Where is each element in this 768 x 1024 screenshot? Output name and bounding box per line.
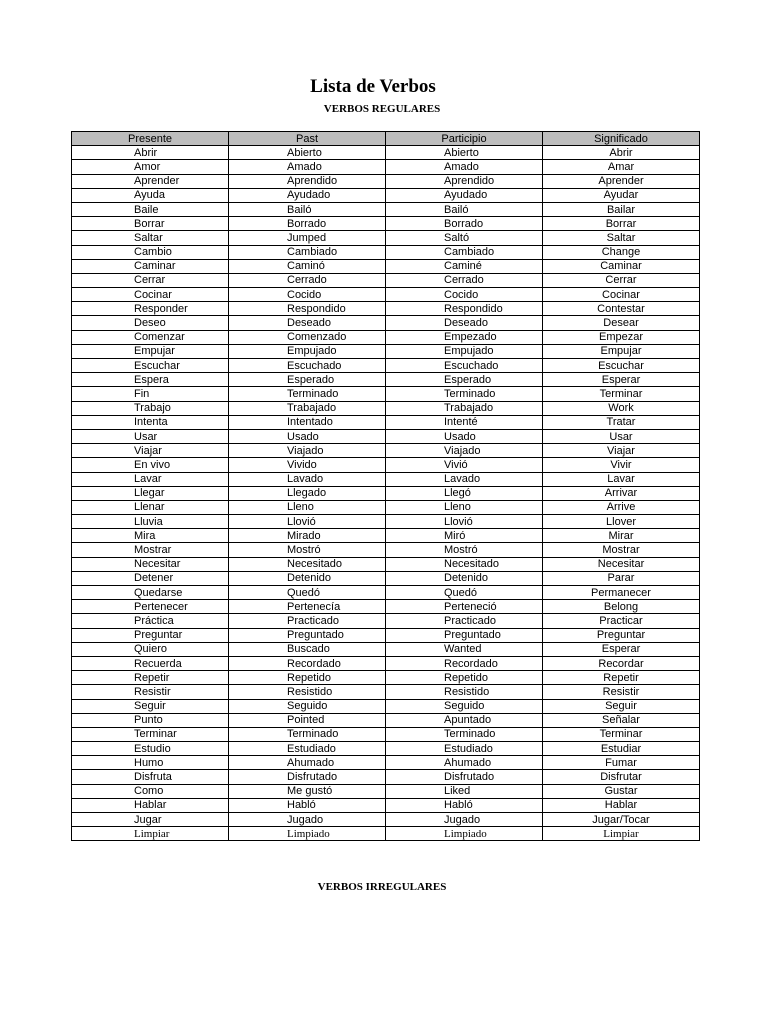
cell-participio: Saltó — [386, 231, 543, 245]
cell-participio: Disfrutado — [386, 770, 543, 784]
cell-significado: Repetir — [543, 671, 700, 685]
cell-significado: Mirar — [543, 529, 700, 543]
cell-presente: Terminar — [72, 727, 229, 741]
cell-significado: Resistir — [543, 685, 700, 699]
cell-past: Terminado — [229, 387, 386, 401]
cell-significado: Borrar — [543, 217, 700, 231]
table-row — [72, 727, 700, 741]
cell-presente: Seguir — [72, 699, 229, 713]
cell-presente: Intenta — [72, 415, 229, 429]
cell-significado: Change — [543, 245, 700, 259]
cell-presente: Disfruta — [72, 770, 229, 784]
table-row — [72, 259, 700, 273]
cell-significado: Empezar — [543, 330, 700, 344]
cell-presente: Viajar — [72, 444, 229, 458]
cell-presente: Como — [72, 784, 229, 798]
cell-past: Repetido — [229, 671, 386, 685]
cell-significado: Mostrar — [543, 543, 700, 557]
cell-past: Limpiado — [229, 827, 386, 841]
cell-presente: Cocinar — [72, 288, 229, 302]
verbs-table-header — [72, 132, 700, 146]
cell-past: Caminó — [229, 259, 386, 273]
cell-significado: Terminar — [543, 727, 700, 741]
cell-participio: Vivió — [386, 458, 543, 472]
cell-past: Me gustó — [229, 784, 386, 798]
cell-participio: Intenté — [386, 415, 543, 429]
table-row — [72, 813, 700, 827]
table-row — [72, 656, 700, 670]
cell-significado: Señalar — [543, 713, 700, 727]
cell-participio: Empezado — [386, 330, 543, 344]
cell-presente: Comenzar — [72, 330, 229, 344]
cell-significado: Cerrar — [543, 273, 700, 287]
cell-presente: Jugar — [72, 813, 229, 827]
cell-significado: Cocinar — [543, 288, 700, 302]
cell-participio: Terminado — [386, 387, 543, 401]
table-row — [72, 557, 700, 571]
cell-past: Empujado — [229, 344, 386, 358]
table-row — [72, 486, 700, 500]
cell-past: Preguntado — [229, 628, 386, 642]
table-row — [72, 344, 700, 358]
cell-significado: Viajar — [543, 444, 700, 458]
cell-participio: Usado — [386, 429, 543, 443]
header-presente: Presente — [72, 132, 229, 146]
cell-participio: Llegó — [386, 486, 543, 500]
table-row — [72, 188, 700, 202]
cell-presente: Deseo — [72, 316, 229, 330]
cell-participio: Escuchado — [386, 359, 543, 373]
cell-past: Pertenecía — [229, 600, 386, 614]
table-row — [72, 387, 700, 401]
cell-past: Comenzado — [229, 330, 386, 344]
cell-presente: Baile — [72, 202, 229, 216]
cell-participio: Lavado — [386, 472, 543, 486]
cell-presente: Trabajo — [72, 401, 229, 415]
cell-participio: Detenido — [386, 571, 543, 585]
table-row — [72, 784, 700, 798]
cell-participio: Ayudado — [386, 188, 543, 202]
cell-participio: Recordado — [386, 656, 543, 670]
table-row — [72, 742, 700, 756]
cell-significado: Arrivar — [543, 486, 700, 500]
verbs-table — [71, 131, 700, 841]
cell-past: Resistido — [229, 685, 386, 699]
cell-past: Vivido — [229, 458, 386, 472]
cell-significado: Tratar — [543, 415, 700, 429]
cell-participio: Trabajado — [386, 401, 543, 415]
cell-significado: Llover — [543, 515, 700, 529]
cell-participio: Cocido — [386, 288, 543, 302]
verbs-table-body — [72, 146, 700, 841]
cell-significado: Limpiar — [543, 827, 700, 841]
cell-participio: Ahumado — [386, 756, 543, 770]
cell-participio: Practicado — [386, 614, 543, 628]
cell-participio: Aprendido — [386, 174, 543, 188]
document-title: Lista de Verbos — [310, 76, 436, 97]
cell-past: Lleno — [229, 500, 386, 514]
cell-presente: Limpiar — [72, 827, 229, 841]
table-row — [72, 444, 700, 458]
cell-significado: Bailar — [543, 202, 700, 216]
cell-presente: Detener — [72, 571, 229, 585]
cell-past: Lavado — [229, 472, 386, 486]
cell-significado: Usar — [543, 429, 700, 443]
cell-significado: Contestar — [543, 302, 700, 316]
table-row — [72, 600, 700, 614]
cell-participio: Apuntado — [386, 713, 543, 727]
cell-presente: Quiero — [72, 642, 229, 656]
cell-significado: Abrir — [543, 146, 700, 160]
cell-presente: Borrar — [72, 217, 229, 231]
table-row — [72, 146, 700, 160]
table-row — [72, 628, 700, 642]
table-row — [72, 359, 700, 373]
cell-past: Ahumado — [229, 756, 386, 770]
table-row — [72, 288, 700, 302]
cell-significado: Jugar/Tocar — [543, 813, 700, 827]
cell-past: Pointed — [229, 713, 386, 727]
cell-past: Cocido — [229, 288, 386, 302]
cell-significado: Caminar — [543, 259, 700, 273]
header-past: Past — [229, 132, 386, 146]
cell-past: Seguido — [229, 699, 386, 713]
table-row — [72, 500, 700, 514]
cell-presente: Resistir — [72, 685, 229, 699]
cell-past: Intentado — [229, 415, 386, 429]
cell-significado: Belong — [543, 600, 700, 614]
cell-participio: Estudiado — [386, 742, 543, 756]
cell-past: Bailó — [229, 202, 386, 216]
cell-significado: Seguir — [543, 699, 700, 713]
table-row — [72, 458, 700, 472]
table-row — [72, 614, 700, 628]
cell-significado: Preguntar — [543, 628, 700, 642]
cell-past: Mirado — [229, 529, 386, 543]
cell-participio: Bailó — [386, 202, 543, 216]
cell-past: Jugado — [229, 813, 386, 827]
cell-past: Abierto — [229, 146, 386, 160]
section-heading-regular: VERBOS REGULARES — [323, 103, 441, 115]
cell-significado: Lavar — [543, 472, 700, 486]
cell-significado: Necesitar — [543, 557, 700, 571]
cell-presente: Responder — [72, 302, 229, 316]
table-row — [72, 713, 700, 727]
cell-presente: En vivo — [72, 458, 229, 472]
table-row — [72, 415, 700, 429]
cell-presente: Empujar — [72, 344, 229, 358]
cell-participio: Lleno — [386, 500, 543, 514]
cell-presente: Estudio — [72, 742, 229, 756]
cell-past: Buscado — [229, 642, 386, 656]
table-row — [72, 798, 700, 812]
header-participio: Participio — [386, 132, 543, 146]
table-row — [72, 160, 700, 174]
table-row — [72, 571, 700, 585]
cell-participio: Wanted — [386, 642, 543, 656]
cell-presente: Lluvia — [72, 515, 229, 529]
cell-participio: Quedó — [386, 586, 543, 600]
cell-presente: Mostrar — [72, 543, 229, 557]
cell-past: Cambiado — [229, 245, 386, 259]
cell-participio: Jugado — [386, 813, 543, 827]
cell-presente: Mira — [72, 529, 229, 543]
cell-significado: Amar — [543, 160, 700, 174]
cell-participio: Abierto — [386, 146, 543, 160]
cell-significado: Arrive — [543, 500, 700, 514]
cell-significado: Gustar — [543, 784, 700, 798]
cell-significado: Aprender — [543, 174, 700, 188]
cell-presente: Aprender — [72, 174, 229, 188]
cell-presente: Amor — [72, 160, 229, 174]
table-row — [72, 330, 700, 344]
cell-past: Estudiado — [229, 742, 386, 756]
table-row — [72, 231, 700, 245]
cell-presente: Pertenecer — [72, 600, 229, 614]
cell-participio: Caminé — [386, 259, 543, 273]
cell-presente: Ayuda — [72, 188, 229, 202]
cell-presente: Práctica — [72, 614, 229, 628]
cell-significado: Practicar — [543, 614, 700, 628]
cell-past: Quedó — [229, 586, 386, 600]
cell-significado: Permanecer — [543, 586, 700, 600]
cell-past: Necesitado — [229, 557, 386, 571]
cell-past: Practicado — [229, 614, 386, 628]
table-row — [72, 273, 700, 287]
table-row — [72, 217, 700, 231]
table-row — [72, 174, 700, 188]
cell-participio: Deseado — [386, 316, 543, 330]
table-row — [72, 586, 700, 600]
cell-significado: Recordar — [543, 656, 700, 670]
cell-past: Recordado — [229, 656, 386, 670]
cell-participio: Preguntado — [386, 628, 543, 642]
cell-significado: Saltar — [543, 231, 700, 245]
cell-presente: Cambio — [72, 245, 229, 259]
cell-presente: Humo — [72, 756, 229, 770]
table-row — [72, 245, 700, 259]
cell-participio: Habló — [386, 798, 543, 812]
cell-participio: Viajado — [386, 444, 543, 458]
table-row — [72, 515, 700, 529]
cell-participio: Perteneció — [386, 600, 543, 614]
cell-presente: Cerrar — [72, 273, 229, 287]
cell-past: Aprendido — [229, 174, 386, 188]
cell-presente: Hablar — [72, 798, 229, 812]
cell-participio: Cambiado — [386, 245, 543, 259]
cell-significado: Parar — [543, 571, 700, 585]
cell-participio: Liked — [386, 784, 543, 798]
cell-past: Mostró — [229, 543, 386, 557]
cell-past: Llegado — [229, 486, 386, 500]
cell-participio: Cerrado — [386, 273, 543, 287]
header-significado: Significado — [543, 132, 700, 146]
cell-presente: Saltar — [72, 231, 229, 245]
cell-past: Respondido — [229, 302, 386, 316]
table-row — [72, 529, 700, 543]
table-row — [72, 642, 700, 656]
cell-past: Ayudado — [229, 188, 386, 202]
cell-significado: Hablar — [543, 798, 700, 812]
cell-participio: Borrado — [386, 217, 543, 231]
cell-past: Usado — [229, 429, 386, 443]
cell-presente: Lavar — [72, 472, 229, 486]
cell-significado: Fumar — [543, 756, 700, 770]
cell-participio: Empujado — [386, 344, 543, 358]
table-row — [72, 756, 700, 770]
cell-significado: Empujar — [543, 344, 700, 358]
table-row — [72, 671, 700, 685]
table-row — [72, 429, 700, 443]
cell-presente: Escuchar — [72, 359, 229, 373]
table-row — [72, 401, 700, 415]
cell-participio: Necesitado — [386, 557, 543, 571]
cell-participio: Esperado — [386, 373, 543, 387]
cell-presente: Punto — [72, 713, 229, 727]
cell-significado: Terminar — [543, 387, 700, 401]
cell-significado: Ayudar — [543, 188, 700, 202]
cell-participio: Repetido — [386, 671, 543, 685]
cell-presente: Caminar — [72, 259, 229, 273]
cell-participio: Amado — [386, 160, 543, 174]
table-row — [72, 316, 700, 330]
table-row — [72, 202, 700, 216]
cell-past: Deseado — [229, 316, 386, 330]
table-row — [72, 373, 700, 387]
cell-presente: Espera — [72, 373, 229, 387]
cell-past: Cerrado — [229, 273, 386, 287]
cell-past: Borrado — [229, 217, 386, 231]
cell-participio: Miró — [386, 529, 543, 543]
cell-past: Detenido — [229, 571, 386, 585]
cell-past: Escuchado — [229, 359, 386, 373]
cell-presente: Quedarse — [72, 586, 229, 600]
cell-significado: Esperar — [543, 642, 700, 656]
header-row — [72, 132, 700, 146]
cell-significado: Esperar — [543, 373, 700, 387]
cell-significado: Vivir — [543, 458, 700, 472]
cell-past: Viajado — [229, 444, 386, 458]
cell-presente: Necesitar — [72, 557, 229, 571]
cell-participio: Mostró — [386, 543, 543, 557]
cell-presente: Repetir — [72, 671, 229, 685]
cell-past: Esperado — [229, 373, 386, 387]
cell-significado: Desear — [543, 316, 700, 330]
cell-presente: Fin — [72, 387, 229, 401]
table-row — [72, 472, 700, 486]
cell-significado: Escuchar — [543, 359, 700, 373]
cell-significado: Estudiar — [543, 742, 700, 756]
cell-presente: Recuerda — [72, 656, 229, 670]
cell-past: Amado — [229, 160, 386, 174]
cell-past: Jumped — [229, 231, 386, 245]
cell-participio: Terminado — [386, 727, 543, 741]
cell-presente: Preguntar — [72, 628, 229, 642]
cell-presente: Abrir — [72, 146, 229, 160]
cell-past: Habló — [229, 798, 386, 812]
section-heading-irregular: VERBOS IRREGULARES — [317, 881, 447, 893]
table-row — [72, 827, 700, 841]
cell-presente: Usar — [72, 429, 229, 443]
cell-presente: Llenar — [72, 500, 229, 514]
cell-past: Terminado — [229, 727, 386, 741]
cell-participio: Limpiado — [386, 827, 543, 841]
table-row — [72, 770, 700, 784]
table-row — [72, 685, 700, 699]
cell-past: Disfrutado — [229, 770, 386, 784]
table-row — [72, 543, 700, 557]
cell-past: Trabajado — [229, 401, 386, 415]
cell-participio: Llovió — [386, 515, 543, 529]
cell-significado: Work — [543, 401, 700, 415]
cell-participio: Seguido — [386, 699, 543, 713]
table-row — [72, 302, 700, 316]
cell-participio: Resistido — [386, 685, 543, 699]
cell-participio: Respondido — [386, 302, 543, 316]
cell-past: Llovió — [229, 515, 386, 529]
table-row — [72, 699, 700, 713]
cell-presente: Llegar — [72, 486, 229, 500]
cell-significado: Disfrutar — [543, 770, 700, 784]
